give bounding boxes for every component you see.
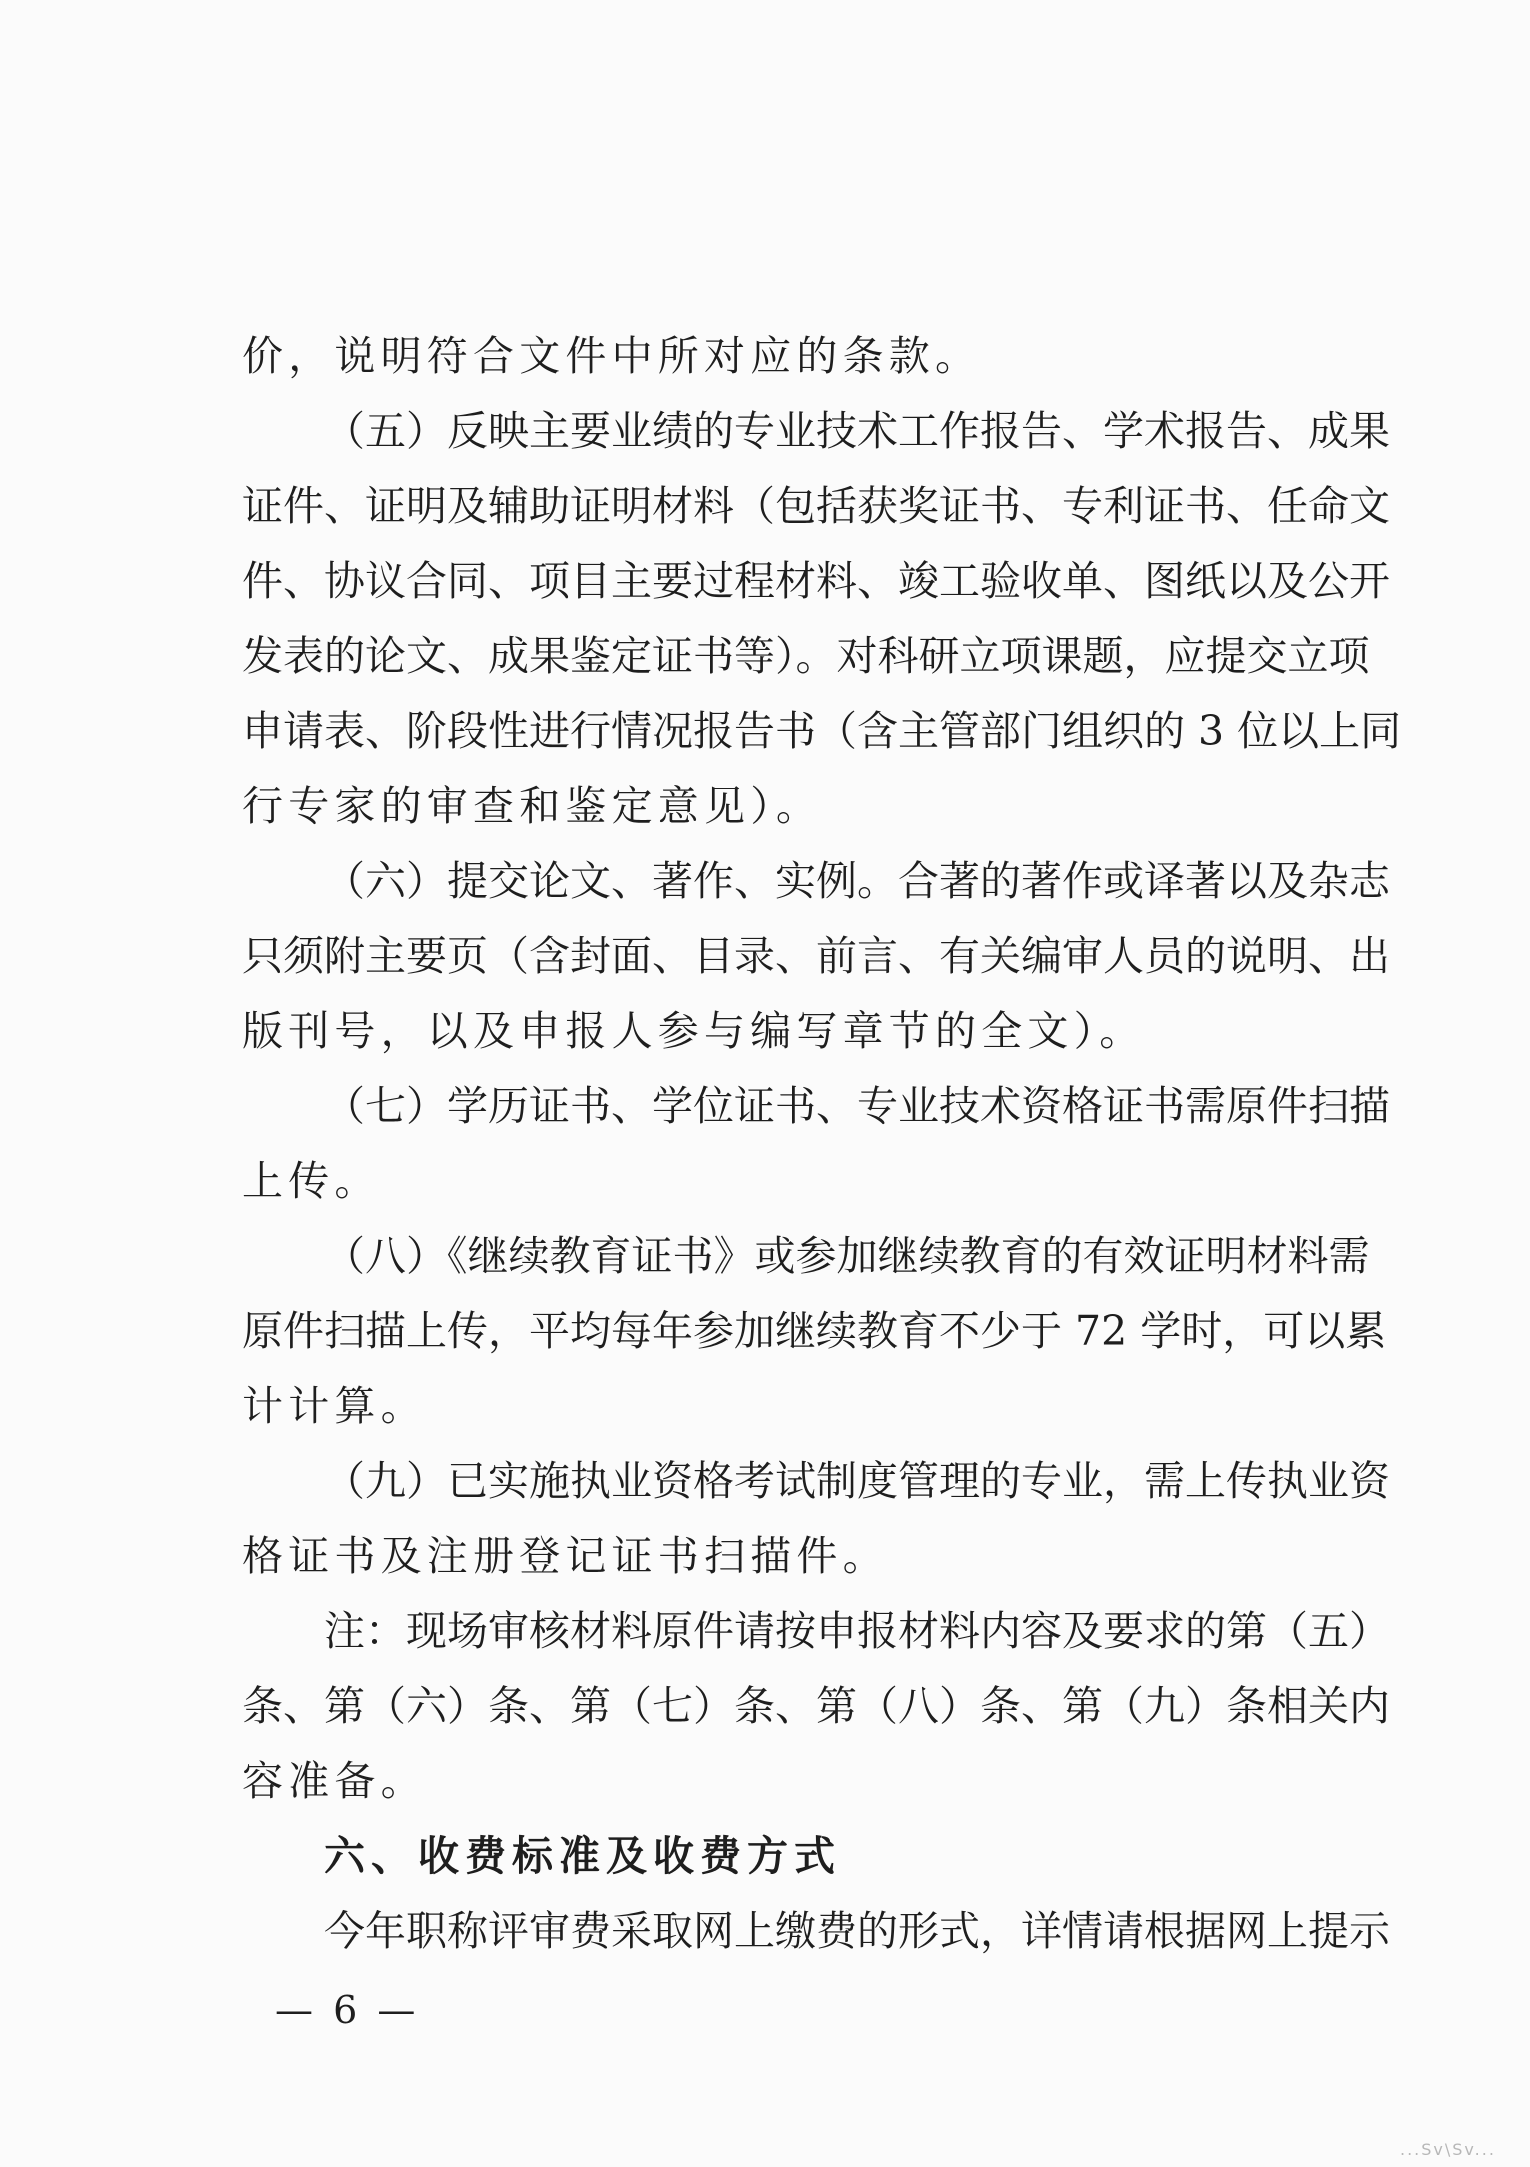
text-line: 计计算。 [242, 1382, 427, 1430]
text-line: 格证书及注册登记证书扫描件。 [242, 1532, 889, 1580]
page-number: — 6 — [275, 1988, 420, 2032]
text-line: 容准备。 [242, 1757, 427, 1805]
text-line: 行专家的审查和鉴定意见）。 [242, 782, 823, 830]
text-line: 价，说明符合文件中所对应的条款。 [242, 332, 982, 380]
text-line: （六）提交论文、著作、实例。合著的著作或译著以及杂志 [324, 857, 1390, 905]
text-line: 今年职称评审费采取网上缴费的形式，详情请根据网上提示 [324, 1907, 1390, 1955]
text-line: （九）已实施执业资格考试制度管理的专业，需上传执业资 [324, 1457, 1390, 1505]
text-line: 件、协议合同、项目主要过程材料、竣工验收单、图纸以及公开 [242, 557, 1390, 605]
text-line: 只须附主要页（含封面、目录、前言、有关编审人员的说明、出 [242, 932, 1390, 980]
text-line: 申请表、阶段性进行情况报告书（含主管部门组织的 3 位以上同 [242, 707, 1402, 755]
text-line: 注：现场审核材料原件请按申报材料内容及要求的第（五） [324, 1607, 1390, 1655]
section-heading: 六、收费标准及收费方式 [324, 1832, 841, 1880]
text-line: 证件、证明及辅助证明材料（包括获奖证书、专利证书、任命文 [242, 482, 1390, 530]
text-line: 原件扫描上传，平均每年参加继续教育不少于 72 学时，可以累 [242, 1307, 1387, 1355]
text-line: （五）反映主要业绩的专业技术工作报告、学术报告、成果 [324, 407, 1390, 455]
scan-mark: ...Sv\Sv... [1400, 2140, 1496, 2159]
text-line: （八）《继续教育证书》或参加继续教育的有效证明材料需 [324, 1232, 1370, 1280]
text-line: （七）学历证书、学位证书、专业技术资格证书需原件扫描 [324, 1082, 1390, 1130]
text-line: 版刊号，以及申报人参与编写章节的全文）。 [242, 1007, 1146, 1055]
text-line: 上传。 [242, 1157, 381, 1205]
text-line: 条、第（六）条、第（七）条、第（八）条、第（九）条相关内 [242, 1682, 1390, 1730]
text-line: 发表的论文、成果鉴定证书等）。对科研立项课题，应提交立项 [242, 632, 1370, 680]
